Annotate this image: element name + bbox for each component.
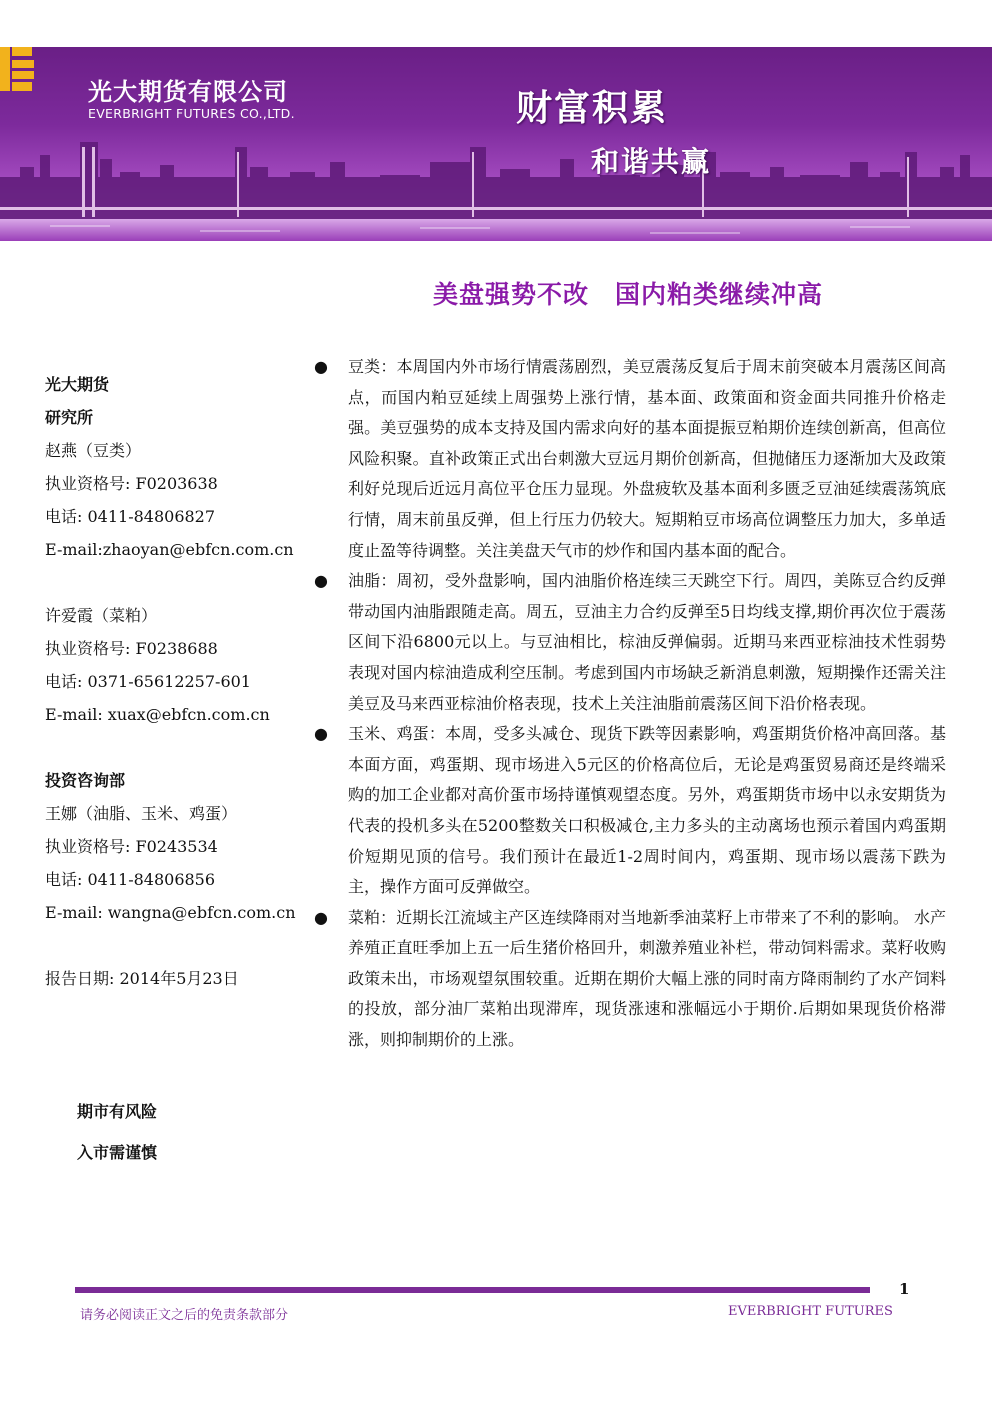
report-date: 报告日期: 2014年5月23日 [45,969,239,988]
analyst-license: 执业资格号: F0238688 [45,639,218,658]
analyst-license: 执业资格号: F0203638 [45,474,218,493]
disclaimer-notice: 请务必阅读正文之后的免责条款部分 [80,1308,289,1323]
analyst-phone: 电话: 0411-84806856 [45,870,216,889]
dept-name: 投资咨询部 [45,771,126,790]
report-title: 美盘强势不改 国内粕类继续冲高 [433,280,824,309]
bullet-icon: ● [314,357,328,376]
analyst-email: E-mail:zhaoyan@ebfcn.com.cn [45,540,294,559]
section-text: 玉米、鸡蛋：本周，受多头减仓、现货下跌等因素影响，鸡蛋期货价格冲高回落。基本面方面，鸡蛋期、现市场进入5元区的价格高位后，无论是鸡蛋贸易商还是终端采购的加工企业都对高价蛋市场持谨慎观望态度。另外，鸡蛋期货市场中以永安期货为代表的投机多头在5200整数关口积极减仓,主力多头的主动离场也预示着国内鸡蛋期价短期见顶的信号。我们预计在最近1-2周时间内，鸡蛋期、现市场以震荡下跌为主，操作方面可反弹做空。 [348,724,946,897]
section-text: 菜粕：近期长江流域主产区连续降雨对当地新季油菜籽上市带来了不利的影响。 水产养殖正直旺季加上五一后生猪价格回升，刺激养殖业补栏，带动饲料需求。菜籽收购政策未出，市场观望氛围较重。近期在期价大幅上涨的同时南方降雨制约了水产饲料的投放，部分油厂菜粕出现滞库，现货涨速和涨幅远小于期价.后期如果现货价格滞涨，则抑制期价的上涨。 [348,907,946,1050]
analyst-license: 执业资格号: F0243534 [45,837,218,856]
company-name-cn: 光大期货有限公司 [88,78,288,106]
bullet-icon: ● [314,724,328,744]
sidebar [45,368,310,995]
bullet-icon: ● [314,571,328,591]
org-department: 研究所 [45,408,94,427]
section-soybean [314,352,946,566]
company-logo-icon [0,47,34,91]
slogan-line-2: 和谐共赢 [591,145,712,178]
section-text: 油脂：周初，受外盘影响，国内油脂价格连续三天跳空下行。周四，美陈豆合约反弹带动国内油脂跟随走高。周五，豆油主力合约反弹至5日均线支撑,期价再次位于震荡区间下沿6800元以上。与豆油相比，棕油反弹偏弱。近期马来西亚棕油技术性弱势表现对国内棕油造成利空压制。考虑到国内市场缺乏新消息刺激，短期操作还需关注美豆及马来西亚棕油价格表现，技术上关注油脂前震荡区间下沿价格表现。 [348,571,946,713]
analyst-name: 许爱霞（菜粕） [45,606,158,625]
risk-warning-line-2: 入市需谨慎 [77,1143,158,1162]
analyst-name: 赵燕（豆类） [45,441,142,460]
bullet-icon: ● [314,907,328,927]
footer-divider [75,1287,870,1293]
footer-brand: EVERBRIGHT FUTURES [728,1304,893,1319]
report-body [314,352,946,1056]
page-number: 1 [899,1280,910,1298]
analyst-name: 王娜（油脂、玉米、鸡蛋） [45,804,238,823]
section-text: 豆类：本周国内外市场行情震荡剧烈，美豆震荡反复后于周末前突破本月震荡区间高点，而国内粕豆延续上周强势上涨行情，基本面、政策面和资金面共同推升价格走强。美豆强势的成本支持及国内需求向好的基本面提振豆粕期价连续创新高，但高位风险积聚。直补政策正式出台刺激大豆远月期价创新高，但抛储压力逐渐加大及政策利好兑现后近远月高位平仓压力显现。外盘疲软及基本面利多匮乏豆油延续震荡筑底行情，周末前虽反弹，但上行压力仍较大。短期粕豆市场高位调整压力加大，多单适度止盈等待调整。关注美盘天气市的炒作和国内基本面的配合。 [348,357,946,560]
org-name: 光大期货 [45,375,110,394]
section-rapeseed-meal [314,903,946,1056]
slogan-line-1: 财富积累 [516,88,669,129]
analyst-phone: 电话: 0411-84806827 [45,507,216,526]
section-oils [314,566,946,719]
section-corn-egg [314,719,946,903]
company-name-en: EVERBRIGHT FUTURES CO.,LTD. [88,106,295,121]
analyst-email: E-mail: wangna@ebfcn.com.cn [45,903,296,922]
risk-warning-line-1: 期市有风险 [77,1102,158,1121]
analyst-email: E-mail: xuax@ebfcn.com.cn [45,705,270,724]
analyst-phone: 电话: 0371-65612257-601 [45,672,251,691]
